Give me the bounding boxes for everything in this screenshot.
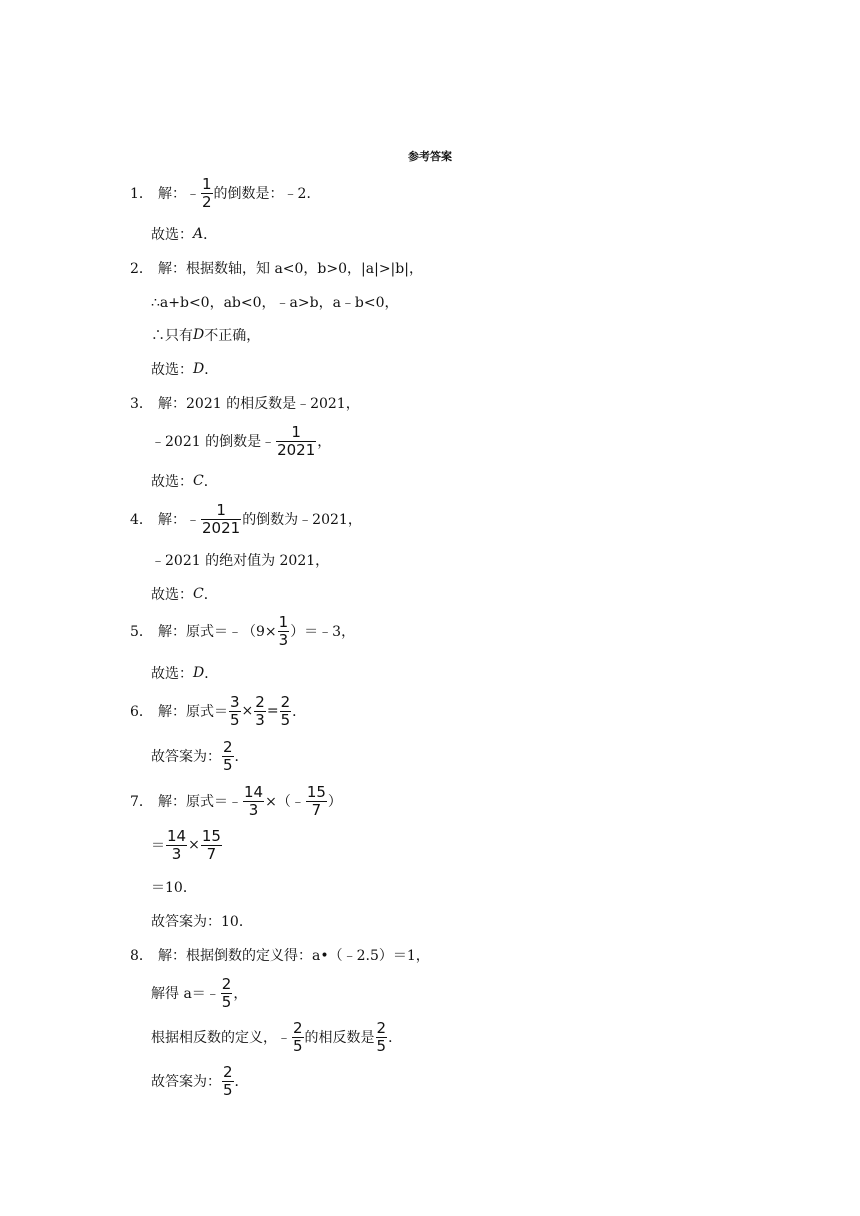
text: = [266, 703, 279, 719]
text: ． [292, 704, 307, 720]
text: ∴只有 [151, 328, 193, 344]
answer-2-line-3 [151, 318, 260, 352]
fraction [276, 424, 316, 459]
denominator: 3 [255, 710, 265, 729]
numerator: 1 [216, 500, 226, 519]
choice-letter: A [193, 226, 204, 242]
text: ． [388, 1030, 403, 1046]
question-number: 7． [130, 794, 153, 810]
choice-letter: C [193, 586, 204, 602]
text: ×（﹣ [265, 794, 305, 810]
fraction [280, 694, 292, 729]
text: 故选： [151, 587, 193, 603]
answer-8-line-2 [151, 976, 247, 1010]
text: 解：原式＝﹣ [158, 794, 242, 810]
answer-3-line-1 [130, 386, 360, 420]
answer-4-line-2: ﹣2021 的绝对值为 2021， [151, 553, 330, 569]
answer-8-line-1 [130, 938, 430, 972]
answer-4-line-1 [130, 502, 362, 536]
numerator: 2 [293, 1018, 303, 1037]
answer-6-line-1 [130, 694, 306, 728]
text: 故选： [151, 474, 193, 490]
fraction [201, 176, 213, 211]
fraction [278, 614, 290, 649]
choice-letter: D [193, 665, 205, 681]
answer-7-line-1 [130, 784, 342, 818]
answer-8-result [151, 1064, 249, 1098]
text: 故选： [151, 227, 193, 243]
question-number: 4． [130, 512, 153, 528]
page-title: 参考答案 [408, 150, 452, 163]
answer-3-line-2 [151, 424, 331, 458]
text: ， [233, 986, 248, 1002]
text: 解：根据倒数的定义得：a•（﹣2.5）＝1， [158, 948, 430, 964]
text: ﹣2021 的倒数是﹣ [151, 434, 276, 450]
text: 解：﹣ [158, 512, 200, 528]
numerator: 2 [221, 974, 232, 993]
denominator: 5 [280, 710, 291, 729]
answer-1-line-1 [130, 176, 320, 210]
question-number: 5． [130, 624, 153, 640]
text: ． [234, 749, 249, 765]
numerator: 2 [223, 1062, 233, 1081]
numerator: 2 [223, 737, 233, 756]
text: × [188, 837, 200, 853]
denominator: 5 [223, 1080, 233, 1099]
text: 不正确， [204, 328, 261, 344]
text: ＝ [151, 838, 165, 854]
text: 故答案为： [151, 749, 221, 765]
answer-2-line-1 [130, 251, 423, 285]
text: ． [204, 362, 219, 378]
text: 的相反数是 [304, 1030, 375, 1046]
text: 解：2021 的相反数是﹣2021， [158, 396, 360, 412]
numerator: 1 [202, 174, 212, 193]
fraction [166, 828, 187, 863]
fraction [243, 784, 264, 819]
denominator: 3 [248, 800, 259, 819]
answer-1-choice [151, 217, 217, 251]
denominator: 5 [230, 710, 240, 729]
answer-6-result [151, 739, 249, 773]
answer-2-choice [151, 352, 218, 386]
question-number: 1． [130, 186, 153, 202]
numerator: 14 [167, 826, 187, 845]
question-number: 6． [130, 704, 153, 720]
choice-letter: D [193, 327, 205, 343]
denominator: 5 [221, 992, 232, 1011]
answer-5-line-1 [130, 614, 355, 648]
text: 根据相反数的定义，﹣ [151, 1030, 291, 1046]
numerator: 1 [291, 422, 301, 441]
numerator: 3 [230, 692, 240, 711]
answer-2-line-2: ∴a+b<0，ab<0，﹣a>b，a﹣b<0， [151, 295, 399, 311]
numerator: 14 [244, 782, 264, 801]
denominator: 5 [376, 1036, 387, 1055]
text: 故选： [151, 362, 193, 378]
text: ． [203, 474, 218, 490]
text: ． [203, 587, 218, 603]
choice-letter: D [193, 361, 205, 377]
numerator: 2 [280, 692, 291, 711]
numerator: 2 [376, 1018, 387, 1037]
text: 解：原式＝﹣（9× [158, 624, 277, 640]
answer-8-line-3 [151, 1020, 402, 1054]
fraction [222, 739, 234, 774]
fraction [201, 828, 222, 863]
fraction [229, 694, 241, 729]
fraction [222, 1064, 234, 1099]
text: 解：根据数轴，知 a<0，b>0，|a|>|b|， [158, 261, 423, 277]
question-number: 3． [130, 396, 153, 412]
text: ． [234, 1074, 249, 1090]
text: 故答案为： [151, 1074, 221, 1090]
text: × [241, 703, 254, 719]
text: 的倒数为﹣2021， [242, 512, 362, 528]
text: ， [317, 434, 332, 450]
denominator: 3 [278, 630, 289, 649]
text: ）＝﹣3， [290, 624, 356, 640]
denominator: 3 [171, 844, 182, 863]
numerator: 15 [306, 782, 326, 801]
text: 解：原式＝ [158, 704, 228, 720]
fraction [201, 502, 241, 537]
answer-5-choice [151, 656, 218, 690]
text: 解得 a＝﹣ [151, 986, 220, 1002]
text: ． [203, 227, 218, 243]
answer-7-line-3: ＝10． [151, 880, 197, 896]
text: ． [204, 666, 219, 682]
denominator: 7 [206, 844, 217, 863]
fraction [376, 1020, 388, 1055]
question-number: 2． [130, 261, 153, 277]
answer-7-line-2 [151, 828, 223, 862]
fraction [292, 1020, 304, 1055]
answer-4-choice [151, 577, 218, 611]
text: 的倒数是：﹣2． [213, 186, 321, 202]
denominator: 5 [223, 755, 233, 774]
text: ） [327, 794, 342, 810]
denominator: 2021 [202, 518, 241, 537]
denominator: 2 [202, 192, 212, 211]
text: 故选： [151, 666, 193, 682]
fraction [254, 694, 266, 729]
numerator: 2 [255, 692, 265, 711]
text: 解：﹣ [158, 186, 200, 202]
numerator: 1 [278, 612, 289, 631]
fraction [221, 976, 233, 1011]
answer-7-result: 故答案为：10． [151, 914, 253, 930]
choice-letter: C [193, 473, 204, 489]
denominator: 5 [293, 1036, 303, 1055]
numerator: 15 [201, 826, 221, 845]
denominator: 7 [311, 800, 322, 819]
answer-3-choice [151, 464, 218, 498]
question-number: 8． [130, 948, 153, 964]
denominator: 2021 [277, 440, 316, 459]
fraction [306, 784, 327, 819]
